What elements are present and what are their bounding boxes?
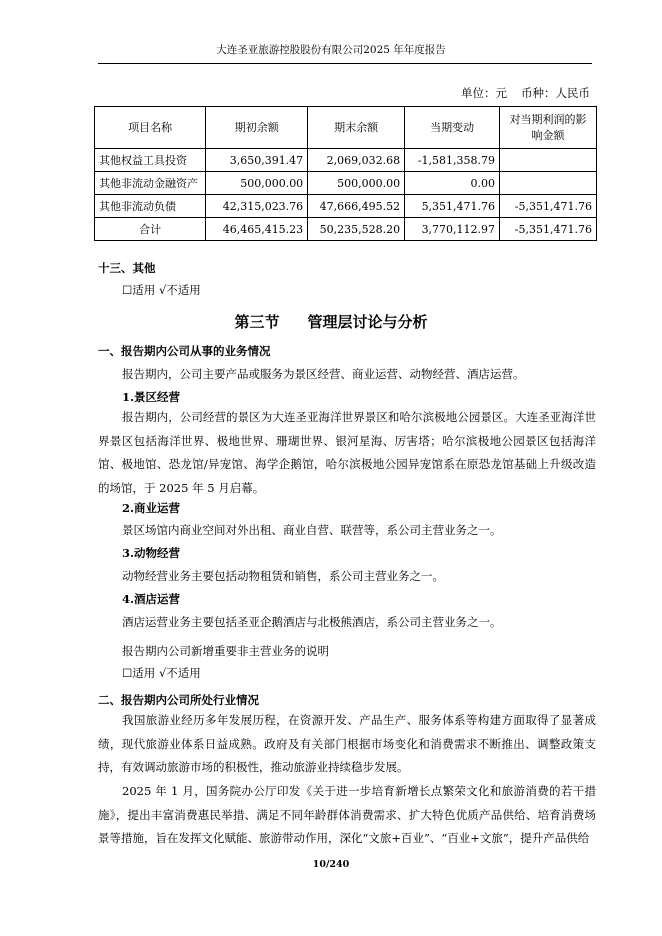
col-header-item: 项目名称: [95, 107, 206, 149]
section-13-title: 十三、其他: [98, 261, 156, 275]
col-header-change: 当期变动: [405, 107, 500, 149]
table-cell: 其他非流动金融资产: [95, 172, 206, 195]
sub2-text: 景区场馆内商业空间对外出租、商业自营、联营等，系公司主营业务之一。: [122, 523, 502, 537]
table-row: [95, 195, 597, 218]
sub1-text: 报告期内，公司经营的景区为大连圣亚海洋世界景区和哈尔滨极地公园景区。大连圣亚海洋世界景区包括海洋世界、极地世界、珊瑚世界、银河星海、厉害塔；哈尔滨极地公园景区包括海洋馆、极地馆、恐龙馆/异宠馆、海学企鹅馆，哈尔滨极地公园异宠馆系在原恐龙馆基础上升级改造的场馆，于 2025 年 5 月启幕。: [98, 410, 596, 495]
fair-value-table: [94, 106, 597, 241]
chapter-name: 管理层讨论与分析: [307, 313, 428, 331]
table-row: [95, 172, 597, 195]
table-cell: -5,351,471.76: [500, 195, 597, 218]
table-cell: [500, 172, 597, 195]
sub4-text: 酒店运营业务主要包括圣亚企鹅酒店与北极熊酒店，系公司主营业务之一。: [122, 615, 502, 629]
table-cell: [500, 149, 597, 172]
table-cell: 合计: [95, 218, 206, 241]
col-header-opening: 期初余额: [206, 107, 308, 149]
table-cell: 3,770,112.97: [405, 218, 500, 241]
unit-line: [461, 85, 590, 101]
chapter-number: 第三节: [234, 313, 280, 331]
table-cell: 其他非流动负债: [95, 195, 206, 218]
table-cell: 0.00: [405, 172, 500, 195]
new-business-options: ☐适用 √不适用: [122, 666, 201, 680]
sub1-title: 1.景区经营: [122, 390, 181, 404]
table-row: [95, 149, 597, 172]
page-number: 10/240: [312, 859, 350, 870]
sub3-text: 动物经营业务主要包括动物租赁和销售，系公司主营业务之一。: [122, 569, 444, 583]
header-rule: [98, 63, 592, 64]
part1-title: 一、报告期内公司从事的业务情况: [98, 344, 271, 358]
col-header-closing: 期末余额: [308, 107, 405, 149]
table-cell: -1,581,358.79: [405, 149, 500, 172]
part2-para1: 我国旅游业经历多年发展历程，在资源开发、产品生产、服务体系等构建方面取得了显著成绩，现代旅游业体系日益成熟。政府及有关部门根据市场变化和消费需求不断推出、调整政策支持，有效调动旅游市场的积极性，推动旅游业持续稳步发展。: [98, 713, 596, 774]
table-cell: 2,069,032.68: [308, 149, 405, 172]
table-cell: 5,351,471.76: [405, 195, 500, 218]
col-header-profit-impact: 对当期利润的影响金额: [500, 107, 597, 149]
part1-intro: 报告期内，公司主要产品或服务为景区经营、商业运营、动物经营、酒店运营。: [122, 367, 525, 381]
new-business-note: 报告期内公司新增重要非主营业务的说明: [122, 644, 329, 658]
table-cell: 其他权益工具投资: [95, 149, 206, 172]
chapter-title: [0, 311, 662, 332]
section-13-options: ☐适用 √不适用: [122, 283, 201, 297]
table-cell: -5,351,471.76: [500, 218, 597, 241]
table-cell: 47,666,495.52: [308, 195, 405, 218]
table-cell: 500,000.00: [308, 172, 405, 195]
sub4-title: 4.酒店运营: [122, 592, 181, 606]
unit-label: 单位：元: [461, 86, 507, 100]
part2-para2: 2025 年 1 月，国务院办公厅印发《关于进一步培育新增长点繁荣文化和旅游消费的若干措施》，提出丰富消费惠民举措、满足不同年龄群体消费需求、扩大特色优质产品供给、培育消费场景等措施，旨在发挥文化赋能、旅游带动作用，深化“文旅+百业”、“百业+文旅”，提升产品供给: [98, 784, 596, 845]
table-cell: 46,465,415.23: [206, 218, 308, 241]
table-cell: 42,315,023.76: [206, 195, 308, 218]
table-total-row: [95, 218, 597, 241]
sub2-title: 2.商业运营: [122, 501, 181, 515]
part2-title: 二、报告期内公司所处行业情况: [98, 693, 259, 707]
table-header-row: [95, 107, 597, 149]
table-cell: 3,650,391.47: [206, 149, 308, 172]
report-header: 大连圣亚旅游控股股份有限公司2025 年年度报告: [216, 44, 446, 56]
table-cell: 50,235,528.20: [308, 218, 405, 241]
currency-label: 币种：人民币: [521, 86, 590, 100]
table-cell: 500,000.00: [206, 172, 308, 195]
sub3-title: 3.动物经营: [122, 546, 181, 560]
